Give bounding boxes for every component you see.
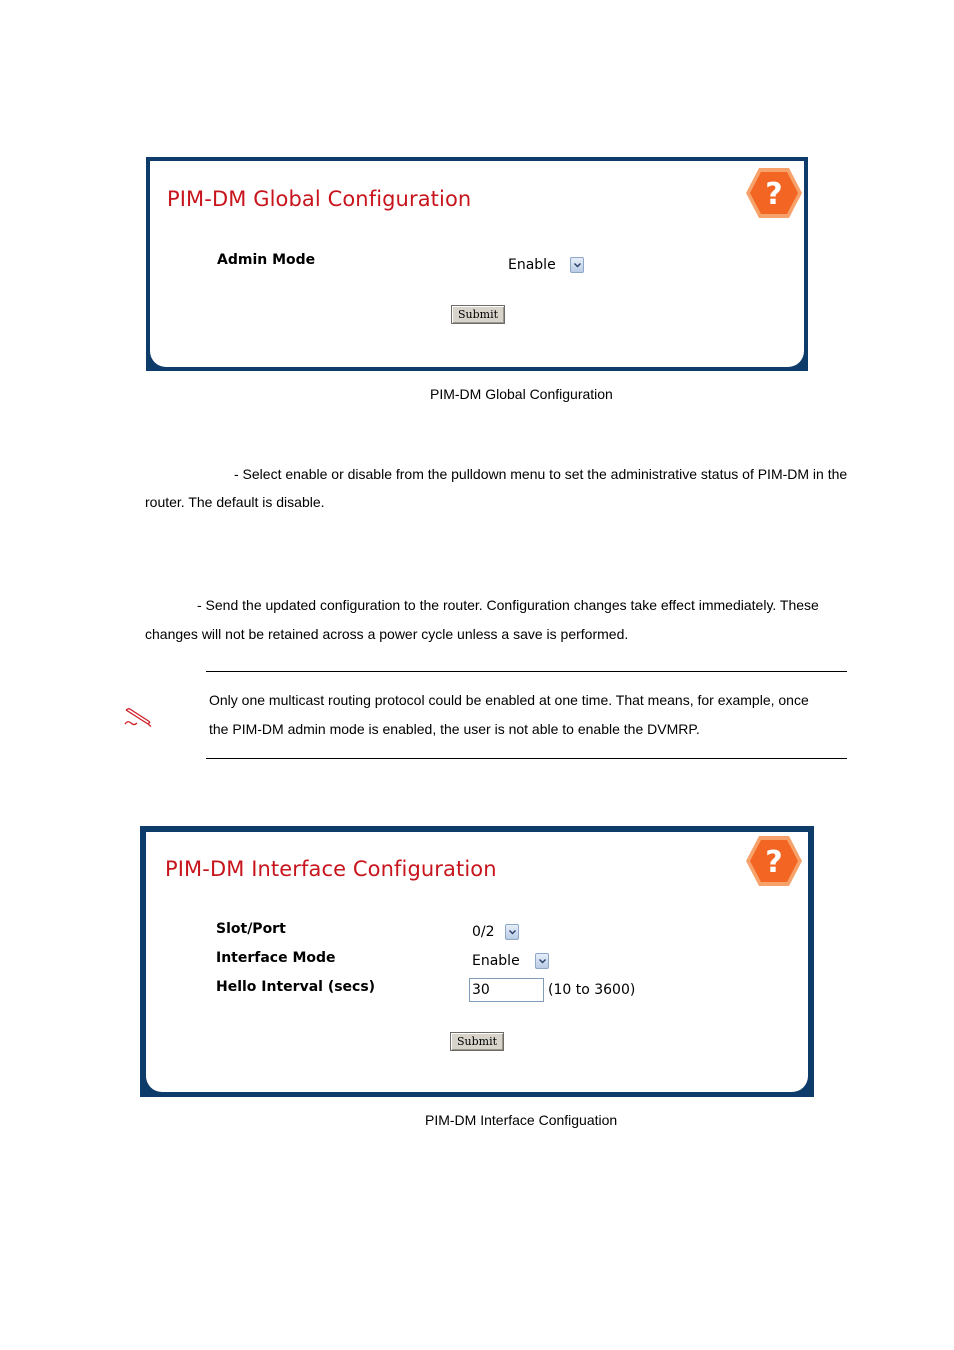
interface-config-panel-body — [146, 832, 808, 1092]
admin-mode-select[interactable] — [508, 256, 588, 274]
svg-text:?: ? — [765, 845, 783, 880]
note-text-line2: the PIM-DM admin mode is enabled, the user is not able to enable the DVMRP. — [209, 721, 700, 737]
note-top-divider — [206, 671, 847, 672]
slot-port-label: Slot/Port — [216, 921, 286, 937]
note-text-line1: Only one multicast routing protocol could be enabled at one time. That means, for example, once — [209, 692, 809, 708]
submit-button[interactable]: Submit — [450, 1032, 504, 1051]
global-config-panel — [146, 157, 808, 371]
admin-mode-description-line1: - Select enable or disable from the pulldown menu to set the administrative status of PIM-DM in the — [234, 466, 848, 482]
help-icon[interactable] — [744, 834, 804, 888]
interface-config-caption: PIM-DM Interface Configuation — [425, 1112, 618, 1128]
submit-description-line2: changes will not be retained across a power cycle unless a save is performed. — [145, 626, 629, 642]
interface-mode-select-value: Enable — [472, 953, 520, 969]
submit-button[interactable]: Submit — [451, 305, 505, 324]
global-config-caption: PIM-DM Global Configuration — [430, 386, 613, 402]
interface-mode-label: Interface Mode — [216, 950, 336, 966]
global-config-panel-body — [150, 161, 804, 367]
submit-description-line1: - Send the updated configuration to the router. Configuration changes take effect immediately. These — [197, 597, 819, 613]
note-pencil-icon — [124, 708, 152, 728]
note-bottom-divider — [206, 758, 847, 759]
global-config-title: PIM-DM Global Configuration — [167, 187, 472, 211]
slot-port-select[interactable] — [472, 923, 532, 941]
interface-config-title: PIM-DM Interface Configuration — [165, 857, 497, 881]
chevron-down-icon[interactable] — [535, 953, 549, 969]
admin-mode-select-value: Enable — [508, 257, 556, 273]
svg-text:?: ? — [765, 177, 783, 212]
chevron-down-icon[interactable] — [570, 257, 584, 273]
interface-config-panel — [140, 826, 814, 1097]
slot-port-select-value: 0/2 — [472, 924, 495, 940]
interface-mode-select[interactable] — [472, 952, 552, 970]
hello-interval-range: (10 to 3600) — [548, 982, 636, 998]
chevron-down-icon[interactable] — [505, 924, 519, 940]
admin-mode-label: Admin Mode — [217, 252, 316, 268]
help-icon[interactable] — [744, 166, 804, 220]
admin-mode-description-line2: router. The default is disable. — [145, 494, 325, 510]
hello-interval-label: Hello Interval (secs) — [216, 979, 376, 995]
hello-interval-input[interactable] — [469, 978, 544, 1002]
